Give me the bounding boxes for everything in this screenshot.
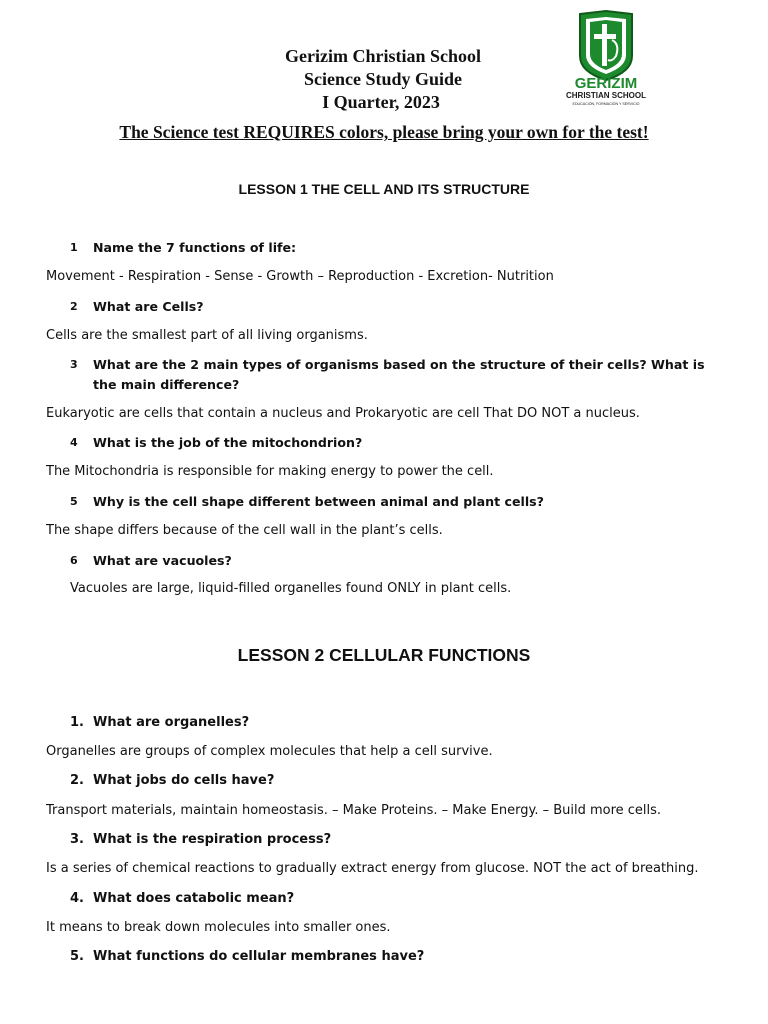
question-text: What are vacuoles? <box>93 553 232 568</box>
question-number: 2. <box>70 773 84 788</box>
answer-1: Organelles are groups of complex molecules that help a cell survive. <box>46 744 493 759</box>
answer-3: Eukaryotic are cells that contain a nucleus and Prokaryotic are cell That DO NOT a nucleus. <box>46 406 640 421</box>
question-text: What are Cells? <box>93 299 204 314</box>
answer-5: The shape differs because of the cell wall in the plant’s cells. <box>46 523 443 538</box>
answer-4: It means to break down molecules into smaller ones. <box>46 920 391 935</box>
guide-title: Science Study Guide <box>303 69 463 89</box>
question-number: 4. <box>70 891 84 906</box>
question-number: 6 <box>70 554 78 567</box>
question-text: What is the job of the mitochondrion? <box>93 435 363 450</box>
question-number: 1 <box>70 241 78 254</box>
school-logo <box>562 10 652 110</box>
question-text: Why is the cell shape different between animal and plant cells? <box>93 494 544 509</box>
question-text: What functions do cellular membranes have? <box>93 949 425 964</box>
answer-6: Vacuoles are large, liquid-filled organelles found ONLY in plant cells. <box>70 581 512 596</box>
lesson-2-title: LESSON 2 CELLULAR FUNCTIONS <box>237 645 531 665</box>
question-text: What does catabolic mean? <box>93 891 295 906</box>
question-text: What is the respiration process? <box>93 832 332 847</box>
school-name: Gerizim Christian School <box>285 46 481 66</box>
answer-4: The Mitochondria is responsible for making energy to power the cell. <box>46 464 494 479</box>
question-text: Name the 7 functions of life: <box>93 240 297 255</box>
logo-tagline: EDUCACIÓN, FORMACIÓN Y SERVICIO <box>572 102 640 106</box>
logo-name: GERIZIM <box>574 75 638 92</box>
question-number: 1. <box>70 715 84 730</box>
lesson-1-title: LESSON 1 THE CELL AND ITS STRUCTURE <box>238 181 530 197</box>
answer-2: Cells are the smallest part of all living organisms. <box>46 328 368 343</box>
question-number: 3. <box>70 832 84 847</box>
question-number: 3 <box>70 358 78 371</box>
quarter-label: I Quarter, 2023 <box>322 92 440 112</box>
logo-sub: CHRISTIAN SCHOOL <box>566 91 646 100</box>
question-number: 4 <box>70 436 78 449</box>
question-text: What are the 2 main types of organisms based on the structure of their cells? What is the main difference? <box>93 357 705 392</box>
answer-3: Is a series of chemical reactions to gradually extract energy from glucose. NOT the act of breathing. <box>46 861 699 876</box>
question-text: What jobs do cells have? <box>93 773 275 788</box>
answer-1: Movement - Respiration - Sense - Growth – Reproduction - Excretion- Nutrition <box>46 269 554 284</box>
question-number: 5. <box>70 949 84 964</box>
question-text: What are organelles? <box>93 715 250 730</box>
question-number: 5 <box>70 495 78 508</box>
test-notice: The Science test REQUIRES colors, please bring your own for the test! <box>119 122 649 142</box>
answer-2: Transport materials, maintain homeostasis. – Make Proteins. – Make Energy. – Build more cells. <box>46 803 662 818</box>
question-number: 2 <box>70 300 78 313</box>
